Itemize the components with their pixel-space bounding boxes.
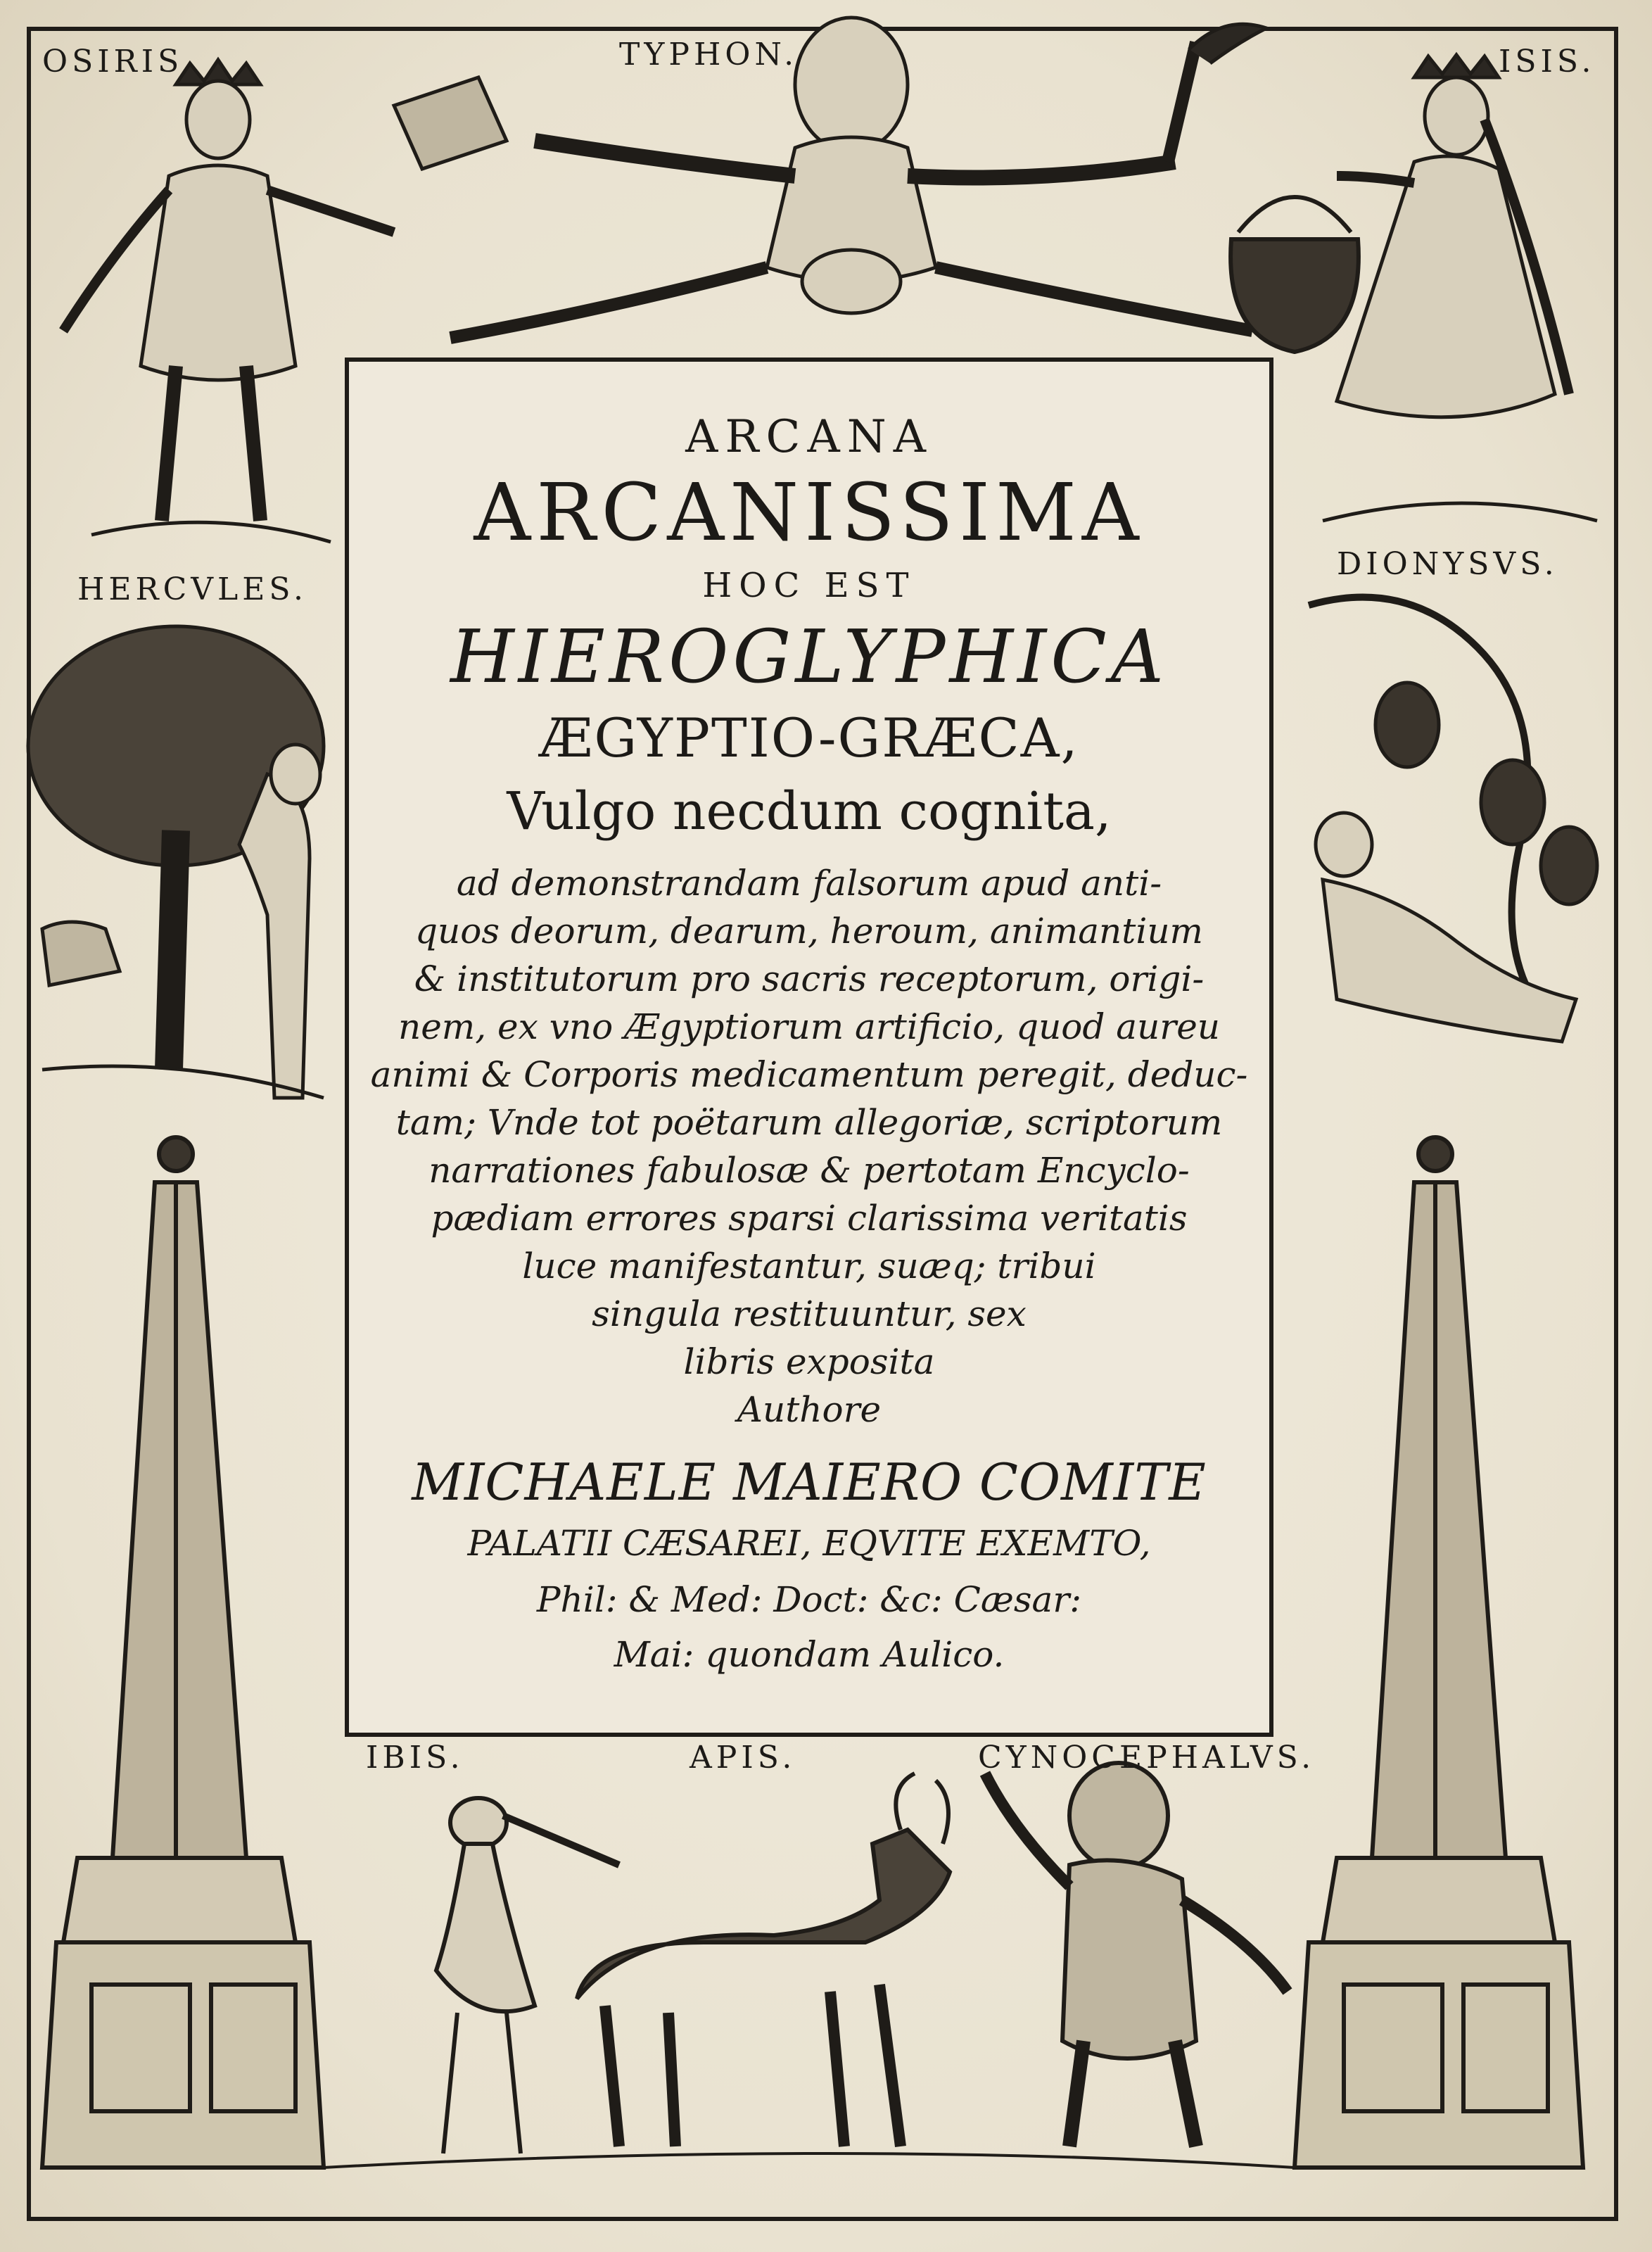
apis-figure (577, 1773, 950, 2146)
label-osiris: OSIRIS (42, 44, 184, 80)
author-degrees: Phil: & Med: Doct: &c: Cæsar: (536, 1579, 1082, 1620)
hercules-tree-scene (28, 626, 324, 1098)
dionysus-vine-scene (1309, 597, 1597, 1042)
body-line: & institutorum pro sacris receptorum, origi- (414, 959, 1205, 999)
body-line: singula restituuntur, sex (592, 1293, 1027, 1334)
body-line: luce manifestantur, suæq; tribui (522, 1246, 1096, 1286)
label-typhon: TYPHON. (619, 37, 799, 72)
title-hieroglyphica: HIEROGLYPHICA (450, 614, 1168, 700)
cauldron (1231, 197, 1359, 352)
body-line: quos deorum, dearum, heroum, animantium (415, 911, 1203, 951)
body-line: narrationes fabulosæ & pertotam Encyclo- (428, 1150, 1190, 1191)
label-cynocephalus: CYNOCEPHALVS. (978, 1740, 1316, 1776)
typhon-figure (394, 18, 1266, 338)
left-obelisk (42, 1137, 324, 2168)
body-line: animi & Corporis medicamentum peregit, deduc- (370, 1054, 1248, 1095)
body-line: tam; Vnde tot poëtarum allegoriæ, scriptorum (395, 1102, 1223, 1143)
right-obelisk (1295, 1137, 1583, 2168)
author-title: PALATII CÆSAREI, EQVITE EXEMTO, (467, 1523, 1151, 1564)
title-hoc-est: HOC EST (702, 566, 916, 605)
label-hercules: HERCVLES. (77, 571, 307, 607)
ground-line (324, 2153, 1295, 2168)
body-line: Authore (737, 1389, 882, 1430)
author-position: Mai: quondam Aulico. (614, 1634, 1005, 1675)
label-dionysus: DIONYSVS. (1337, 546, 1558, 582)
body-line: ad demonstrandam falsorum apud anti- (456, 863, 1162, 904)
label-apis: APIS. (690, 1740, 796, 1776)
body-line: libris exposita (683, 1341, 935, 1382)
title-aegyptio-graeca: ÆGYPTIO-GRÆCA, (539, 707, 1079, 769)
isis-figure (1323, 55, 1597, 521)
cynocephalus-figure (985, 1763, 1288, 2146)
body-line: nem, ex vno Ægyptiorum artificio, quod aureu (398, 1006, 1220, 1047)
title-vulgo: Vulgo necdum cognita, (507, 781, 1112, 842)
label-ibis: IBIS. (366, 1740, 464, 1776)
author-name: MICHAELE MAIERO COMITE (412, 1453, 1207, 1512)
label-isis: ISIS. (1499, 44, 1596, 80)
title-panel (345, 358, 1273, 1737)
title-arcana: ARCANA (685, 411, 933, 463)
title-arcanissima: ARCANISSIMA (474, 467, 1145, 559)
body-line: pædiam errores sparsi clarissima veritatis (431, 1198, 1188, 1239)
